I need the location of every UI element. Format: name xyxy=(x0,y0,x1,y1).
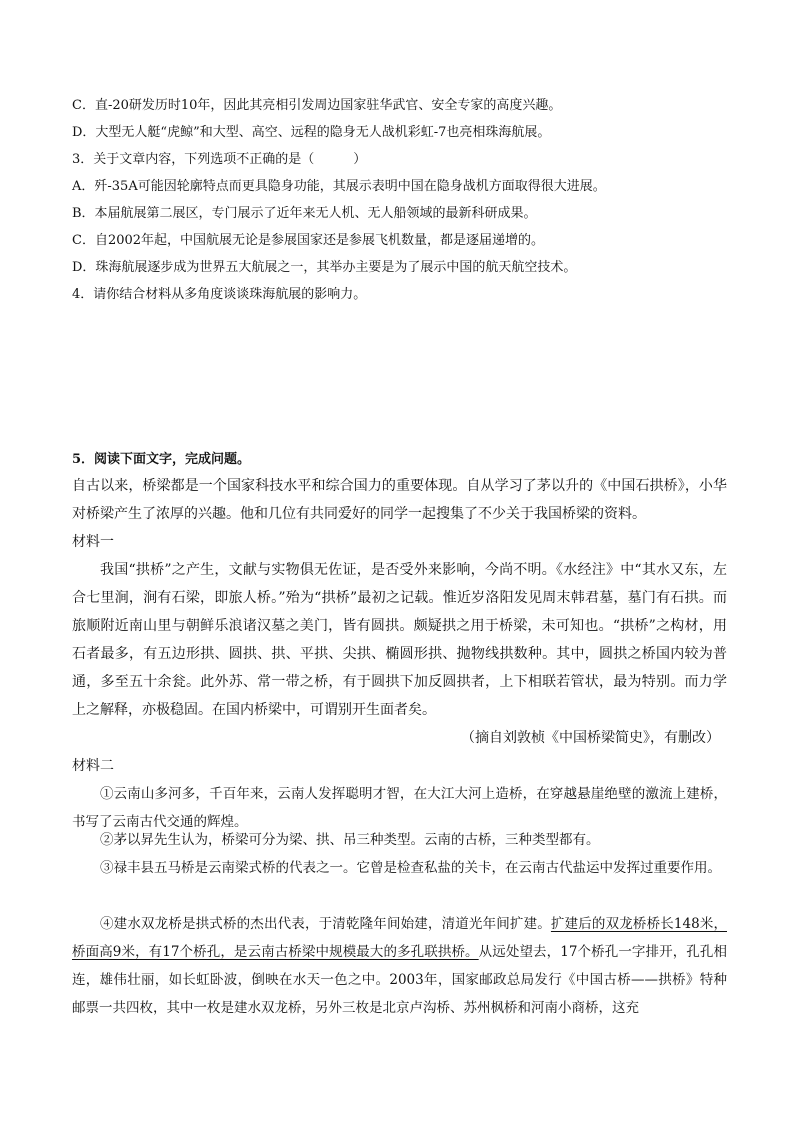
question-3-option-a: A．歼-35A可能因轮廓特点而更具隐身功能，其展示表明中国在隐身战机方面取得很大进展。 xyxy=(72,179,606,194)
material-1-text: 我国“拱桥”之产生，文献与实物俱无佐证，是否受外来影响，今尚不明。《水经注》中“其水又东，左合七里涧，涧有石梁，即旅人桥。”殆为“拱桥”最初之记载。惟近岁洛阳发见周末韩君墓，墓门有石拱。而旅顺附近南山里与朝鲜乐浪诸汉墓之美门，皆有圆拱。颇疑拱之用于桥梁，未可知也。“拱桥”之构材，用石者最多，有五边形拱、圆拱、拱、平拱、尖拱、椭圆形拱、抛物线拱数种。其中，圆拱之桥国内较为普通，多至五十余瓮。此外苏、常一带之桥，有于圆拱下加反圆拱者，上下相联若管状，最为特别。而力学上之解释，亦极稳固。在国内桥梁中，可谓别开生面者矣。 xyxy=(72,562,727,718)
option-d-prev: D．大型无人艇“虎鲸”和大型、高空、远程的隐身无人战机彩虹-7也亮相珠海航展。 xyxy=(72,125,551,140)
material-2-paragraph-2: ②茅以昇先生认为，桥梁可分为梁、拱、吊三种类型。云南的古桥，三种类型都有。 xyxy=(100,832,600,848)
material-2-paragraph-1: ①云南山多河多，千百年来，云南人发挥聪明才智，在大江大河上造桥，在穿越悬崖绝壁的激流上建桥，书写了云南古代交通的辉煌。 xyxy=(72,786,727,830)
question-3-option-d: D．珠海航展逐步成为世界五大航展之一，其举办主要是为了展示中国的航天航空技术。 xyxy=(72,260,577,275)
material-2-paragraph-4 xyxy=(72,910,727,1022)
question-3-option-b: B．本届航展第二展区，专门展示了近年来无人机、无人船领域的最新科研成果。 xyxy=(72,206,537,221)
question-3: 3．关于文章内容，下列选项不正确的是（ ） xyxy=(72,152,367,167)
material-2-label: 材料二 xyxy=(72,758,114,774)
option-c-prev: C．直-20研发历时10年，因此其亮相引发周边国家驻华武官、安全专家的高度兴趣。 xyxy=(72,98,562,113)
material-1-source: （摘自刘敦桢《中国桥梁简史》，有删改） xyxy=(461,730,720,746)
question-4: 4．请你结合材料从多角度谈谈珠海航展的影响力。 xyxy=(72,287,367,302)
material-1-label: 材料一 xyxy=(72,534,114,550)
material-2-paragraph-3: ③禄丰县五马桥是云南梁式桥的代表之一。它曾是检查私盐的关卡，在云南古代盐运中发挥过重要作用。 xyxy=(100,860,721,876)
paragraph-4-text-after: 从远处望去，17个桥孔一字排开，孔孔相连，雄伟壮丽，如长虹卧波，倒映在水天一色之中。2003年，国家邮政总局发行《中国古桥——拱桥》特种邮票一共四枚，其中一枚是建水双龙桥，另外三枚是北京卢沟桥、苏州枫桥和河南小商桥，这充 xyxy=(72,944,727,1016)
question-3-option-c: C．自2002年起，中国航展无论是参展国家还是参展飞机数量，都是逐届递增的。 xyxy=(72,233,545,248)
paragraph-4-underlined-text: 扩建后的双龙桥桥长148米，桥面高9米，有17个桥孔，是云南古桥梁中规模最大的多孔联拱桥。 xyxy=(72,916,727,960)
paragraph-4-text-before: ④建水双龙桥是拱式桥的杰出代表，于清乾隆年间始建，清道光年间扩建。 xyxy=(100,916,551,932)
question-5-intro: 自古以来，桥梁都是一个国家科技水平和综合国力的重要体现。自从学习了茅以升的《中国石拱桥》，小华对桥梁产生了浓厚的兴趣。他和几位有共同爱好的同学一起搜集了不少关于我国桥梁的资料。 xyxy=(72,478,727,522)
question-5-heading: 5．阅读下面文字，完成问题。 xyxy=(72,452,251,467)
